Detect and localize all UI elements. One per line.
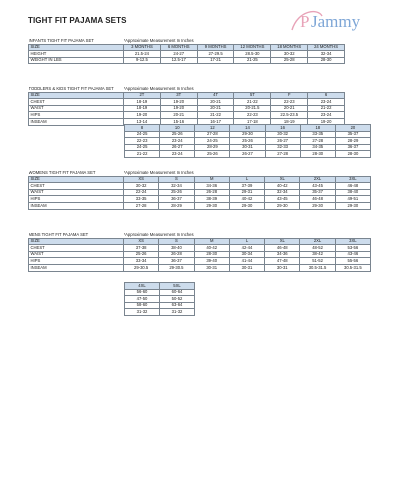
row-label: WAIST — [29, 189, 124, 196]
column-header: S — [159, 176, 194, 183]
column-header: S — [159, 238, 194, 245]
table-cell: 48-52 — [300, 245, 335, 252]
table-cell: 29-30.5 — [159, 264, 194, 271]
table-cell: 40-42 — [194, 245, 229, 252]
column-header: 2T — [124, 92, 161, 99]
page-title: TIGHT FIT PAJAMA SETS — [28, 16, 127, 25]
table-cell: 24-25 — [125, 144, 160, 151]
table-row — [125, 151, 371, 158]
column-header: SIZE — [29, 44, 124, 51]
row-label: CHEST — [29, 183, 124, 190]
toddlers-size-table-continued — [124, 124, 371, 158]
table-cell: 18-19 — [124, 105, 161, 112]
table-cell: 25-26 — [160, 131, 195, 138]
column-header: 5T — [234, 92, 271, 99]
table-cell: 55-56 — [335, 258, 370, 265]
table-cell: 43-46 — [335, 251, 370, 258]
section-title: TODDLERS & KIDS TIGHT FIT PAJAMA SET — [28, 86, 114, 91]
table-cell: 26-28 — [159, 251, 194, 258]
section-title: MENS TIGHT FIT PAJAMA SET — [28, 232, 89, 237]
column-header: 3 MONTHS — [124, 44, 161, 51]
table-cell: 29-30.5 — [124, 264, 159, 271]
table-cell: 29-30 — [335, 202, 370, 209]
table-cell: 21-22 — [197, 112, 234, 119]
table-cell: 42-44 — [229, 245, 264, 252]
table-cell: 25-26 — [159, 189, 194, 196]
table-cell: 43-45 — [265, 196, 300, 203]
table-cell: 30-34 — [229, 251, 264, 258]
table-row — [125, 144, 371, 151]
table-row — [29, 183, 371, 190]
measurement-note: *Approximate Measurement In Inches — [123, 86, 194, 91]
womens-size-table — [28, 170, 371, 210]
table-cell: 12.5-17 — [160, 57, 197, 64]
section-title: WOMENS TIGHT FIT PAJAMA SET — [28, 170, 96, 175]
column-header: 24 MONTHS — [308, 44, 345, 51]
table-cell: 43-45 — [300, 183, 335, 190]
table-cell: 29-30 — [229, 202, 264, 209]
table-row — [125, 302, 195, 309]
row-label: HEIGHT — [29, 51, 124, 58]
table-cell: 28-30 — [335, 151, 370, 158]
table-cell: 27-29.5 — [197, 51, 234, 58]
column-header: 18 MONTHS — [271, 44, 308, 51]
table-cell: 47-50 — [125, 296, 160, 303]
table-cell: 27-28 — [300, 138, 335, 145]
measurement-note: *Approximate Measurement In Inches — [123, 170, 194, 175]
column-header: 2XL — [300, 238, 335, 245]
table-row — [125, 138, 371, 145]
table-cell: 20-21 — [271, 105, 308, 112]
table-cell: 38-39 — [194, 196, 229, 203]
table-cell: 36-37 — [159, 258, 194, 265]
table-row — [29, 57, 345, 64]
table-cell: 26-27 — [160, 144, 195, 151]
table-cell: 38-40 — [335, 189, 370, 196]
row-label: HIPS — [29, 258, 124, 265]
table-cell: 9-12.5 — [124, 57, 161, 64]
table-cell: 25-26 — [230, 138, 265, 145]
table-cell: 36-37 — [335, 144, 370, 151]
table-cell: 30-31 — [230, 144, 265, 151]
table-cell: 23-24 — [160, 151, 195, 158]
table-cell: 25-28 — [271, 57, 308, 64]
pjammy-logo — [288, 6, 370, 34]
table-cell: 21-25 — [234, 57, 271, 64]
table-cell: 63-64 — [160, 302, 195, 309]
table-cell: 29-31 — [229, 189, 264, 196]
table-cell: 33-35 — [300, 131, 335, 138]
table-cell: 28-30 — [300, 151, 335, 158]
column-header: XL — [265, 176, 300, 183]
column-header: 5XL — [160, 283, 195, 290]
table-cell: 29-30 — [300, 202, 335, 209]
column-header: SIZE — [29, 92, 124, 99]
section-title: INFANTS TIGHT FIT PAJAMA SET — [28, 38, 94, 43]
table-cell: 35-37 — [300, 189, 335, 196]
table-cell: 34-35 — [300, 144, 335, 151]
svg-text:Jammy: Jammy — [311, 12, 361, 31]
table-cell: 33-35 — [124, 196, 159, 203]
table-cell: 21.5-24 — [124, 51, 161, 58]
table-cell: 19-20 — [160, 99, 197, 106]
table-cell: 36-37 — [159, 196, 194, 203]
table-cell: 32-34 — [159, 183, 194, 190]
table-cell: 18-19 — [271, 118, 308, 125]
table-cell: 22-23 — [125, 138, 160, 145]
table-cell: 30-32 — [265, 131, 300, 138]
column-header: 6 MONTHS — [160, 44, 197, 51]
column-header: 14 — [230, 125, 265, 132]
row-label: CHEST — [29, 245, 124, 252]
table-cell: 30-32 — [124, 183, 159, 190]
table-cell: 30-32 — [271, 51, 308, 58]
column-header: 8 — [125, 125, 160, 132]
svg-text:P: P — [300, 12, 310, 31]
row-label: HIPS — [29, 196, 124, 203]
mens-size-table — [28, 232, 371, 272]
row-label: INSEAM — [29, 264, 124, 271]
table-cell: 38-40 — [159, 245, 194, 252]
measurement-note: *Approximate Measurement In Inches — [123, 232, 194, 237]
table-cell: 24-25 — [125, 131, 160, 138]
table-cell: 40-42 — [229, 196, 264, 203]
table-cell: 22-24 — [124, 189, 159, 196]
table-cell: 15-16 — [160, 118, 197, 125]
table-cell: 27-28 — [124, 202, 159, 209]
column-header: M — [194, 238, 229, 245]
table-cell: 31-32 — [125, 309, 160, 316]
row-label: WEIGHT IN LBS — [29, 57, 124, 64]
table-cell: 40-42 — [265, 183, 300, 190]
row-label: INSEAM — [29, 202, 124, 209]
row-label: INSEAM — [29, 118, 124, 125]
table-cell: 53-56 — [335, 245, 370, 252]
measurement-note: *Approximate Measurement In Inches — [123, 38, 194, 43]
column-header: SIZE — [29, 238, 124, 245]
table-cell: 19-20 — [160, 105, 197, 112]
table-cell: 18-19 — [124, 99, 161, 106]
table-cell: 21-22 — [308, 105, 345, 112]
table-cell: 21-22 — [234, 99, 271, 106]
table-cell: 28-29 — [195, 144, 230, 151]
table-row — [29, 99, 345, 106]
table-cell: 46-48 — [265, 245, 300, 252]
table-row — [125, 289, 195, 296]
table-row — [29, 264, 371, 271]
table-cell: 29-30 — [194, 202, 229, 209]
table-cell: 28-29 — [159, 202, 194, 209]
table-cell: 17-21 — [197, 57, 234, 64]
column-header: 2XL — [300, 176, 335, 183]
table-cell: 30.5-31.5 — [335, 264, 370, 271]
table-cell: 30-31 — [229, 264, 264, 271]
table-row — [29, 245, 371, 252]
table-row — [29, 112, 345, 119]
table-cell: 58-60 — [125, 302, 160, 309]
table-cell: 37-38 — [124, 245, 159, 252]
column-header: XL — [265, 238, 300, 245]
column-header: XS — [124, 176, 159, 183]
table-cell: 25-26 — [195, 151, 230, 158]
table-cell: 27-28 — [195, 131, 230, 138]
column-header: 9 MONTHS — [197, 44, 234, 51]
column-header: XS — [124, 238, 159, 245]
table-row — [125, 131, 371, 138]
table-cell: 26-28 — [194, 189, 229, 196]
table-cell: 49-51 — [335, 196, 370, 203]
table-row — [29, 202, 371, 209]
table-cell: 23-24 — [308, 99, 345, 106]
table-row — [29, 105, 345, 112]
column-header: 4T — [197, 92, 234, 99]
table-cell: 17-18 — [234, 118, 271, 125]
table-cell: 26-27 — [265, 138, 300, 145]
table-cell: 22-23 — [271, 99, 308, 106]
table-cell: 28-30 — [308, 57, 345, 64]
table-cell: 28-29 — [335, 138, 370, 145]
table-cell: 60-64 — [160, 289, 195, 296]
column-header: 6 — [308, 92, 345, 99]
column-header: 12 — [195, 125, 230, 132]
table-cell: 19-20 — [308, 118, 345, 125]
column-header: F — [271, 92, 308, 99]
table-cell: 35-37 — [335, 131, 370, 138]
column-header: 18 — [300, 125, 335, 132]
table-cell: 34-36 — [194, 183, 229, 190]
table-cell: 47-48 — [265, 258, 300, 265]
column-header: SIZE — [29, 176, 124, 183]
row-label: WAIST — [29, 251, 124, 258]
column-header: L — [229, 238, 264, 245]
table-cell: 16-17 — [197, 118, 234, 125]
table-cell: 46-48 — [300, 196, 335, 203]
table-cell: 21-22 — [125, 151, 160, 158]
table-row — [29, 51, 345, 58]
table-cell: 38-42 — [300, 251, 335, 258]
table-cell: 19-20 — [124, 112, 161, 119]
table-cell: 23-24 — [308, 112, 345, 119]
table-cell: 25-26 — [124, 251, 159, 258]
column-header: 3T — [160, 92, 197, 99]
table-cell: 26-27 — [230, 151, 265, 158]
table-cell: 37-39 — [229, 183, 264, 190]
table-cell: 22-23 — [234, 112, 271, 119]
table-cell: 39-40 — [194, 258, 229, 265]
table-cell: 30.5-31.5 — [300, 264, 335, 271]
table-row — [29, 189, 371, 196]
row-label: CHEST — [29, 99, 124, 106]
table-cell: 30-31 — [194, 264, 229, 271]
table-cell: 20-21 — [160, 112, 197, 119]
table-cell: 56-60 — [125, 289, 160, 296]
table-cell: 27-28 — [265, 151, 300, 158]
table-row — [125, 309, 195, 316]
table-cell: 41-44 — [229, 258, 264, 265]
table-cell: 32-33 — [265, 144, 300, 151]
table-cell: 28-30 — [194, 251, 229, 258]
table-cell: 50-52 — [160, 296, 195, 303]
column-header: 10 — [160, 125, 195, 132]
table-cell: 30-31 — [265, 264, 300, 271]
column-header: 3XL — [335, 238, 370, 245]
table-cell: 29-30 — [265, 202, 300, 209]
table-row — [29, 258, 371, 265]
column-header: 4XL — [125, 283, 160, 290]
table-cell: 32-34 — [265, 189, 300, 196]
column-header: M — [194, 176, 229, 183]
table-cell: 32-34 — [308, 51, 345, 58]
table-cell: 20-21 — [197, 105, 234, 112]
table-row — [29, 196, 371, 203]
table-cell: 13-14 — [124, 118, 161, 125]
table-row — [29, 251, 371, 258]
column-header: 12 MONTHS — [234, 44, 271, 51]
table-cell: 28.5-30 — [234, 51, 271, 58]
infants-size-table — [28, 38, 345, 64]
table-cell: 20-21.5 — [234, 105, 271, 112]
mens-size-table-continued — [124, 282, 195, 316]
table-cell: 46-48 — [335, 183, 370, 190]
table-cell: 51-52 — [300, 258, 335, 265]
column-header: 16 — [265, 125, 300, 132]
table-cell: 33-34 — [124, 258, 159, 265]
table-cell: 24-25 — [195, 138, 230, 145]
row-label: HIPS — [29, 112, 124, 119]
column-header: 3XL — [335, 176, 370, 183]
table-cell: 22.5-23.5 — [271, 112, 308, 119]
column-header: L — [229, 176, 264, 183]
table-row — [125, 296, 195, 303]
row-label: WAIST — [29, 105, 124, 112]
table-cell: 34-36 — [265, 251, 300, 258]
table-cell: 31-32 — [160, 309, 195, 316]
column-header: 20 — [335, 125, 370, 132]
table-cell: 20-21 — [197, 99, 234, 106]
table-cell: 24-27 — [160, 51, 197, 58]
table-cell: 29-30 — [230, 131, 265, 138]
table-cell: 23-24 — [160, 138, 195, 145]
toddlers-size-table — [28, 86, 345, 126]
